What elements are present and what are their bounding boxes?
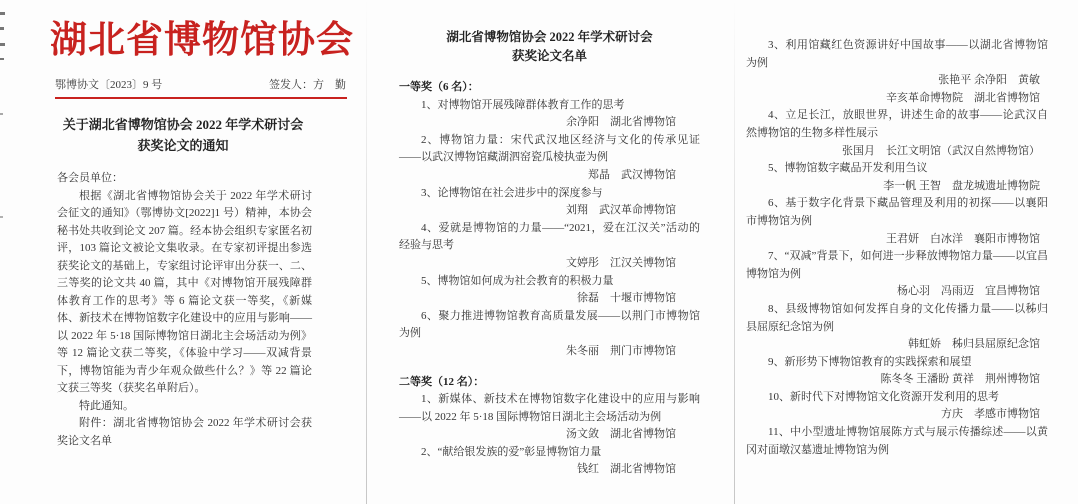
second-prize-heading: 二等奖（12 名）： bbox=[399, 375, 485, 388]
document-meta-row bbox=[55, 76, 346, 92]
award-item-authors: 汤文敛 湖北省博物馆 bbox=[566, 428, 676, 441]
award-item-title: 3、利用馆藏红色资源讲好中国故事——以湖北省博物馆为例 bbox=[746, 39, 1048, 69]
award-item-authors: 陈冬冬 王潘盼 黄祥 荆州博物馆 bbox=[880, 373, 1040, 386]
award-item-title: 1、新媒体、新技术在博物馆数字化建设中的应用与影响——以 2022 年 5·18 国际博物馆日湖北主会场活动为例 bbox=[399, 393, 700, 423]
award-item-title: 8、县级博物馆如何发挥自身的文化传播力量——以秭归县屈原纪念馆为例 bbox=[746, 302, 1048, 333]
document-number: 鄂博协文〔2023〕9 号 bbox=[55, 79, 163, 92]
award-item-authors: 李一帆 王智 盘龙城遗址博物院 bbox=[883, 179, 1040, 192]
award-item-title: 11、中小型遗址博物馆展陈方式与展示传播综述——以黄冈对面墩汉墓遗址博物馆为例 bbox=[746, 426, 1048, 456]
award-item-authors: 朱冬丽 荆门市博物馆 bbox=[566, 344, 676, 357]
notice-title-line1: 关于湖北省博物馆协会 2022 年学术研讨会 bbox=[62, 117, 304, 133]
award-item-title: 4、爱就是博物馆的力量——“2021，爱在江汉关”活动的经验与思考 bbox=[399, 221, 700, 252]
award-item-title: 1、对博物馆开展残障群体教育工作的思考 bbox=[421, 98, 625, 111]
award-item-authors: 杨心羽 冯雨迈 宜昌博物馆 bbox=[897, 285, 1040, 298]
notice-body bbox=[57, 170, 312, 450]
award-list-page-1 bbox=[366, 0, 734, 504]
award-item-authors: 方庆 孝感市博物馆 bbox=[941, 408, 1040, 421]
letterhead-title: 湖北省博物馆协会 bbox=[50, 20, 354, 61]
award-item-authors: 张国月 长江文明馆（武汉自然博物馆） bbox=[842, 144, 1040, 157]
notice-title bbox=[30, 114, 336, 156]
award-item-title: 10、新时代下对博物馆文化资源开发利用的思考 bbox=[768, 390, 999, 403]
award-item-authors: 文婷彤 江汉关博物馆 bbox=[566, 256, 676, 269]
notice-title-line2: 获奖论文的通知 bbox=[137, 138, 229, 154]
award-item-title: 5、博物馆如何成为社会教育的积极力量 bbox=[421, 274, 614, 287]
award-list-page-2 bbox=[734, 0, 1078, 504]
award-item-title: 2、博物馆力量：宋代武汉地区经济与文化的传承见证——以武汉博物馆藏湖泗窑瓷瓜棱执壶为例 bbox=[399, 133, 700, 164]
attachment-note: 附件：湖北省博物馆协会 2022 年学术研讨会获奖论文名单 bbox=[57, 417, 312, 447]
salutation: 各会员单位： bbox=[57, 172, 123, 185]
award-list-title-line1: 湖北省博物馆协会 2022 年学术研讨会 bbox=[446, 30, 653, 44]
signer-label: 签发人：方 勤 bbox=[269, 79, 346, 92]
award-item-authors: 辛亥革命博物院 湖北省博物馆 bbox=[886, 91, 1040, 104]
award-item-authors: 钱红 湖北省博物馆 bbox=[577, 463, 676, 476]
award-item-title: 9、新形势下博物馆教育的实践探索和展望 bbox=[768, 355, 972, 368]
award-item-title: 2、“献给银发族的爱”彰显博物馆力量 bbox=[421, 445, 602, 458]
notice-page bbox=[0, 0, 366, 504]
award-item-title: 6、聚力推进博物馆教育高质量发展——以荆门市博物馆为例 bbox=[399, 309, 700, 340]
award-item-authors: 韩虹娇 秭归县屈原纪念馆 bbox=[908, 338, 1040, 351]
award-item-authors: 王君妍 白冰洋 襄阳市博物馆 bbox=[886, 232, 1040, 245]
first-prize-heading: 一等奖（6 名）： bbox=[399, 81, 479, 93]
award-item-authors: 郑晶 武汉博物馆 bbox=[588, 168, 676, 181]
award-item-authors: 刘翔 武汉革命博物馆 bbox=[566, 204, 676, 217]
award-item-title: 6、基于数字化背景下藏品管理及利用的初探——以襄阳市博物馆为例 bbox=[746, 197, 1048, 227]
award-item-title: 4、立足长江，放眼世界，讲述生命的故事——论武汉自然博物馆的生物多样性展示 bbox=[746, 109, 1048, 139]
award-item-authors: 徐磊 十堰市博物馆 bbox=[577, 292, 676, 305]
award-list-title bbox=[399, 28, 700, 66]
notice-closing: 特此通知。 bbox=[79, 399, 134, 412]
award-item-authors: 张艳平 余净阳 黄敏 bbox=[938, 74, 1040, 87]
award-item-title: 5、博物馆数字藏品开发利用刍议 bbox=[768, 162, 928, 175]
award-item-title: 7、“双减”背景下，如何进一步释放博物馆力量——以宜昌博物馆为例 bbox=[746, 250, 1048, 280]
award-item-authors: 余净阳 湖北省博物馆 bbox=[566, 116, 676, 129]
award-list-title-line2: 获奖论文名单 bbox=[511, 49, 587, 63]
letterhead-divider bbox=[55, 97, 347, 99]
notice-paragraph: 根据《湖北省博物馆协会关于 2022 年学术研讨会征文的通知》（鄂博协文[2022]1 号）精神，本协会秘书处共收到论文 207 篇。经本协会组织专家匿名初评，103 篇论文被论文集收录。在专家初评提出参选获奖论文的基础上，专家组讨论评审出分获一、二、三等奖的论文共 40 篇，其中《对博物馆开展残障群体教育工作的思考》等 6 篇论文获一等奖，《新媒体、新技术在博物馆数字化建设中的应用与影响——以 2022 年 5·18 国际博物馆日湖北主会场活动为例》等 12 篇论文获二等奖，《体验中学习——双减背景下，博物馆能为青少年观众做些什么？》等 22 篇论文获三等奖（获奖名单附后）。 bbox=[57, 189, 312, 395]
award-item-title: 3、论博物馆在社会进步中的深度参与 bbox=[421, 186, 603, 199]
